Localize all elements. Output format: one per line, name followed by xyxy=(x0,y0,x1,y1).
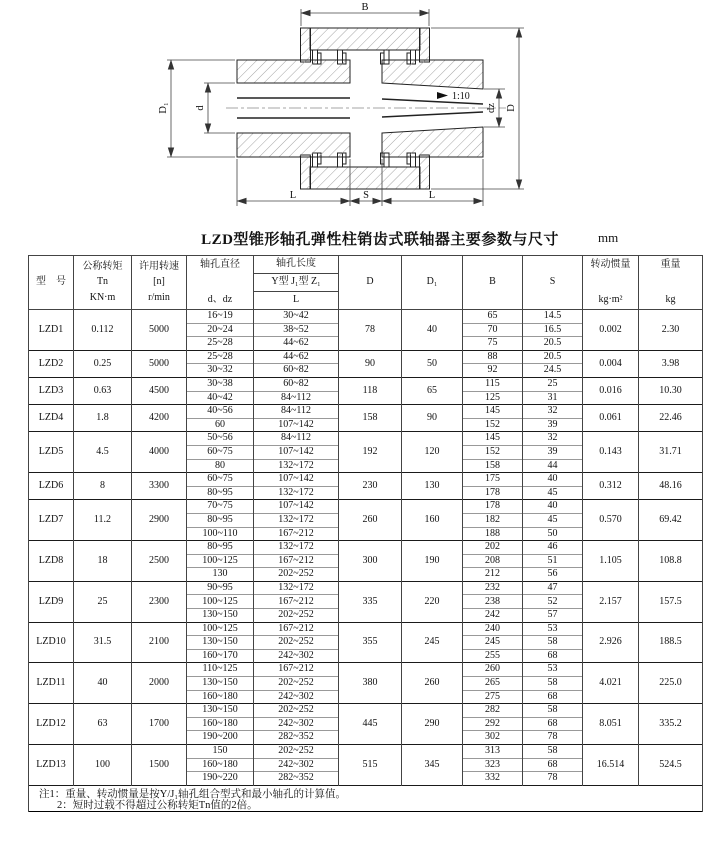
cell-L: 107~142 xyxy=(254,500,339,514)
cell-d: 90~95 xyxy=(187,581,254,595)
cell-d: 190~200 xyxy=(187,731,254,745)
cell-d: 100~110 xyxy=(187,527,254,541)
page-title: LZD型锥形轴孔弹性柱销齿式联轴器主要参数与尺寸 xyxy=(201,232,559,248)
cell-B: 282 xyxy=(463,704,523,718)
cell-n: 4500 xyxy=(132,377,187,404)
cell-L: 84~112 xyxy=(254,391,339,405)
cell-B: 182 xyxy=(463,513,523,527)
cell-B: 302 xyxy=(463,731,523,745)
table-header xyxy=(29,256,703,310)
cell-S: 78 xyxy=(523,731,583,745)
cell-weight: 69.42 xyxy=(639,500,703,541)
dim-label-dz: dz xyxy=(486,103,497,113)
cell-d: 30~32 xyxy=(187,364,254,378)
cell-model: LZD4 xyxy=(29,405,74,432)
cell-tn: 40 xyxy=(74,663,132,704)
col-header-length-types: Y型 J₁型 Z₁ xyxy=(254,274,339,292)
cell-weight: 335.2 xyxy=(639,704,703,745)
cell-B: 88 xyxy=(463,350,523,364)
cell-n: 2500 xyxy=(132,541,187,582)
cell-B: 212 xyxy=(463,568,523,582)
cell-d: 190~220 xyxy=(187,772,254,786)
cell-d: 60~75 xyxy=(187,445,254,459)
cell-L: 282~352 xyxy=(254,731,339,745)
cell-S: 68 xyxy=(523,649,583,663)
cell-model: LZD3 xyxy=(29,377,74,404)
cell-S: 24.5 xyxy=(523,364,583,378)
cell-d: 110~125 xyxy=(187,663,254,677)
cell-B: 292 xyxy=(463,717,523,731)
cell-L: 167~212 xyxy=(254,527,339,541)
hub-right xyxy=(382,60,483,157)
cell-B: 115 xyxy=(463,377,523,391)
cell-L: 60~82 xyxy=(254,377,339,391)
cell-B: 175 xyxy=(463,473,523,487)
col-header-length-L: L xyxy=(254,292,339,310)
dim-label-L-left: L xyxy=(289,190,297,201)
cell-S: 52 xyxy=(523,595,583,609)
cell-d: 130~150 xyxy=(187,636,254,650)
cell-L: 202~252 xyxy=(254,745,339,759)
notes-row xyxy=(29,785,703,811)
cell-d: 130~150 xyxy=(187,704,254,718)
cell-S: 78 xyxy=(523,772,583,786)
col-header-D1: D₁ xyxy=(402,256,463,310)
table-row xyxy=(29,405,703,419)
cell-B: 178 xyxy=(463,486,523,500)
parameters-table xyxy=(28,255,703,812)
cell-L: 84~112 xyxy=(254,405,339,419)
cell-B: 125 xyxy=(463,391,523,405)
cell-n: 2900 xyxy=(132,500,187,541)
cell-L: 202~252 xyxy=(254,568,339,582)
cell-B: 158 xyxy=(463,459,523,473)
cell-tn: 1.8 xyxy=(74,405,132,432)
cell-D1: 40 xyxy=(402,310,463,351)
cell-n: 2100 xyxy=(132,622,187,663)
col-header-bore-diameter: 轴孔直径 d、dz xyxy=(187,256,254,310)
sleeve-top xyxy=(301,28,430,64)
cell-d: 40~42 xyxy=(187,391,254,405)
table-row xyxy=(29,432,703,446)
dim-label-d: d xyxy=(195,105,206,111)
table-row xyxy=(29,310,703,324)
cell-L: 242~302 xyxy=(254,758,339,772)
col-header-torque: 公称转矩 Tn KN·m xyxy=(74,256,132,310)
cell-d: 160~180 xyxy=(187,717,254,731)
col-header-inertia: 转动惯量 kg·m² xyxy=(583,256,639,310)
cell-weight: 3.98 xyxy=(639,350,703,377)
cell-D1: 345 xyxy=(402,745,463,786)
cell-d: 100~125 xyxy=(187,622,254,636)
cell-L: 282~352 xyxy=(254,772,339,786)
cell-inertia: 0.570 xyxy=(583,500,639,541)
cell-B: 265 xyxy=(463,677,523,691)
table-row xyxy=(29,473,703,487)
cell-L: 132~172 xyxy=(254,513,339,527)
cell-d: 160~170 xyxy=(187,649,254,663)
cell-S: 20.5 xyxy=(523,350,583,364)
cell-d: 30~38 xyxy=(187,377,254,391)
cell-D: 260 xyxy=(339,500,402,541)
cell-B: 255 xyxy=(463,649,523,663)
cell-D: 300 xyxy=(339,541,402,582)
cell-inertia: 4.021 xyxy=(583,663,639,704)
cell-L: 202~252 xyxy=(254,704,339,718)
table-row xyxy=(29,541,703,555)
note-2: 2：短时过载不得超过公称转矩Tn值的2倍。 xyxy=(57,799,258,811)
cell-d: 80~95 xyxy=(187,513,254,527)
taper-arrow-icon xyxy=(437,92,448,99)
cell-D: 158 xyxy=(339,405,402,432)
cell-inertia: 16.514 xyxy=(583,745,639,786)
cell-inertia: 0.002 xyxy=(583,310,639,351)
cell-d: 100~125 xyxy=(187,554,254,568)
cell-D1: 90 xyxy=(402,405,463,432)
cell-B: 232 xyxy=(463,581,523,595)
cell-B: 238 xyxy=(463,595,523,609)
cell-D1: 130 xyxy=(402,473,463,500)
cell-L: 132~172 xyxy=(254,459,339,473)
cell-S: 53 xyxy=(523,663,583,677)
table-row xyxy=(29,663,703,677)
cell-model: LZD2 xyxy=(29,350,74,377)
cell-L: 132~172 xyxy=(254,581,339,595)
col-header-bore-length: 轴孔长度 xyxy=(254,256,339,274)
cell-D: 90 xyxy=(339,350,402,377)
cell-n: 5000 xyxy=(132,310,187,351)
hub-left xyxy=(237,60,350,157)
cell-d: 80 xyxy=(187,459,254,473)
cell-tn: 0.25 xyxy=(74,350,132,377)
cell-tn: 0.112 xyxy=(74,310,132,351)
cell-S: 51 xyxy=(523,554,583,568)
cell-D: 118 xyxy=(339,377,402,404)
cell-S: 58 xyxy=(523,636,583,650)
cell-S: 68 xyxy=(523,717,583,731)
cell-S: 68 xyxy=(523,758,583,772)
cell-L: 167~212 xyxy=(254,622,339,636)
cell-inertia: 0.061 xyxy=(583,405,639,432)
cell-L: 84~112 xyxy=(254,432,339,446)
cell-B: 152 xyxy=(463,445,523,459)
cell-B: 152 xyxy=(463,418,523,432)
cell-L: 167~212 xyxy=(254,595,339,609)
cell-B: 313 xyxy=(463,745,523,759)
cell-d: 130~150 xyxy=(187,677,254,691)
cell-D: 192 xyxy=(339,432,402,473)
cell-inertia: 2.926 xyxy=(583,622,639,663)
cell-B: 260 xyxy=(463,663,523,677)
cell-L: 60~82 xyxy=(254,364,339,378)
cell-d: 100~125 xyxy=(187,595,254,609)
cell-model: LZD13 xyxy=(29,745,74,786)
cell-B: 275 xyxy=(463,690,523,704)
cell-B: 145 xyxy=(463,405,523,419)
cell-S: 58 xyxy=(523,745,583,759)
cell-L: 30~42 xyxy=(254,310,339,324)
cell-inertia: 0.143 xyxy=(583,432,639,473)
cell-d: 130~150 xyxy=(187,609,254,623)
cell-L: 167~212 xyxy=(254,554,339,568)
cell-D: 230 xyxy=(339,473,402,500)
cell-n: 4200 xyxy=(132,405,187,432)
cell-d: 40~56 xyxy=(187,405,254,419)
cell-B: 75 xyxy=(463,337,523,351)
cell-S: 44 xyxy=(523,459,583,473)
cell-inertia: 8.051 xyxy=(583,704,639,745)
cell-tn: 8 xyxy=(74,473,132,500)
cell-S: 16.5 xyxy=(523,323,583,337)
table-row xyxy=(29,581,703,595)
cell-B: 240 xyxy=(463,622,523,636)
table-row xyxy=(29,500,703,514)
cell-S: 45 xyxy=(523,513,583,527)
cell-d: 25~28 xyxy=(187,350,254,364)
cell-L: 132~172 xyxy=(254,486,339,500)
table-row xyxy=(29,745,703,759)
cell-model: LZD10 xyxy=(29,622,74,663)
cell-D1: 220 xyxy=(402,581,463,622)
cell-S: 25 xyxy=(523,377,583,391)
table-row xyxy=(29,350,703,364)
cell-L: 242~302 xyxy=(254,717,339,731)
cell-B: 323 xyxy=(463,758,523,772)
table-row xyxy=(29,704,703,718)
sleeve-bottom xyxy=(301,153,430,189)
cell-weight: 22.46 xyxy=(639,405,703,432)
table-body xyxy=(29,310,703,812)
cell-B: 242 xyxy=(463,609,523,623)
cell-n: 3300 xyxy=(132,473,187,500)
cell-n: 1500 xyxy=(132,745,187,786)
cell-model: LZD12 xyxy=(29,704,74,745)
note-1: 注1：重量、转动惯量是按Y/J₁轴孔组合型式和最小轴孔的计算值。 xyxy=(39,788,346,800)
cell-n: 2300 xyxy=(132,581,187,622)
cell-S: 39 xyxy=(523,445,583,459)
cell-S: 47 xyxy=(523,581,583,595)
taper-label: 1:10 xyxy=(452,91,470,102)
col-header-model: 型 号 xyxy=(29,256,74,310)
cell-S: 32 xyxy=(523,405,583,419)
cell-model: LZD5 xyxy=(29,432,74,473)
cell-inertia: 2.157 xyxy=(583,581,639,622)
cell-model: LZD8 xyxy=(29,541,74,582)
cell-S: 53 xyxy=(523,622,583,636)
cell-B: 92 xyxy=(463,364,523,378)
cell-D1: 65 xyxy=(402,377,463,404)
cell-d: 160~180 xyxy=(187,690,254,704)
cell-L: 242~302 xyxy=(254,649,339,663)
cell-S: 46 xyxy=(523,541,583,555)
cell-B: 245 xyxy=(463,636,523,650)
cell-B: 188 xyxy=(463,527,523,541)
cell-S: 58 xyxy=(523,704,583,718)
cell-d: 80~95 xyxy=(187,541,254,555)
dim-label-L-right: L xyxy=(428,190,436,201)
cell-weight: 2.30 xyxy=(639,310,703,351)
cell-L: 44~62 xyxy=(254,337,339,351)
cell-D: 445 xyxy=(339,704,402,745)
col-header-speed: 许用转速 [n] r/min xyxy=(132,256,187,310)
cell-n: 5000 xyxy=(132,350,187,377)
cell-S: 39 xyxy=(523,418,583,432)
title-row xyxy=(0,228,725,250)
cell-d: 16~19 xyxy=(187,310,254,324)
cell-model: LZD11 xyxy=(29,663,74,704)
taper-annotation xyxy=(437,91,470,102)
dim-label-B: B xyxy=(361,2,369,13)
cell-weight: 108.8 xyxy=(639,541,703,582)
cell-L: 107~142 xyxy=(254,473,339,487)
cell-tn: 18 xyxy=(74,541,132,582)
cell-D1: 160 xyxy=(402,500,463,541)
cell-S: 31 xyxy=(523,391,583,405)
cell-d: 60~75 xyxy=(187,473,254,487)
cell-B: 332 xyxy=(463,772,523,786)
cell-tn: 25 xyxy=(74,581,132,622)
cell-S: 56 xyxy=(523,568,583,582)
cell-d: 50~56 xyxy=(187,432,254,446)
table-row xyxy=(29,377,703,391)
cell-L: 242~302 xyxy=(254,690,339,704)
cell-weight: 157.5 xyxy=(639,581,703,622)
dim-label-S: S xyxy=(363,190,369,201)
cell-S: 32 xyxy=(523,432,583,446)
cell-inertia: 0.004 xyxy=(583,350,639,377)
cell-inertia: 1.105 xyxy=(583,541,639,582)
cell-d: 130 xyxy=(187,568,254,582)
col-header-S: S xyxy=(523,256,583,310)
cell-tn: 63 xyxy=(74,704,132,745)
cell-weight: 188.5 xyxy=(639,622,703,663)
cell-D: 335 xyxy=(339,581,402,622)
cell-inertia: 0.016 xyxy=(583,377,639,404)
cell-n: 2000 xyxy=(132,663,187,704)
cell-S: 58 xyxy=(523,677,583,691)
cell-S: 68 xyxy=(523,690,583,704)
cell-S: 14.5 xyxy=(523,310,583,324)
dim-label-D: D xyxy=(506,104,517,112)
cell-weight: 524.5 xyxy=(639,745,703,786)
cell-B: 70 xyxy=(463,323,523,337)
cell-B: 178 xyxy=(463,500,523,514)
cell-d: 60 xyxy=(187,418,254,432)
cell-tn: 4.5 xyxy=(74,432,132,473)
cell-D: 78 xyxy=(339,310,402,351)
cell-L: 107~142 xyxy=(254,445,339,459)
cell-weight: 48.16 xyxy=(639,473,703,500)
cell-weight: 31.71 xyxy=(639,432,703,473)
cell-tn: 31.5 xyxy=(74,622,132,663)
cell-model: LZD6 xyxy=(29,473,74,500)
cell-L: 167~212 xyxy=(254,663,339,677)
cell-d: 160~180 xyxy=(187,758,254,772)
cell-L: 132~172 xyxy=(254,541,339,555)
cell-weight: 10.30 xyxy=(639,377,703,404)
cell-D1: 290 xyxy=(402,704,463,745)
col-header-D: D xyxy=(339,256,402,310)
cell-B: 208 xyxy=(463,554,523,568)
cell-S: 45 xyxy=(523,486,583,500)
cell-n: 1700 xyxy=(132,704,187,745)
cell-D1: 260 xyxy=(402,663,463,704)
cell-S: 50 xyxy=(523,527,583,541)
cell-weight: 225.0 xyxy=(639,663,703,704)
cell-d: 150 xyxy=(187,745,254,759)
notes-cell xyxy=(29,785,703,811)
cell-d: 20~24 xyxy=(187,323,254,337)
cell-model: LZD9 xyxy=(29,581,74,622)
cell-tn: 11.2 xyxy=(74,500,132,541)
cell-d: 80~95 xyxy=(187,486,254,500)
cell-D1: 190 xyxy=(402,541,463,582)
dim-label-D1: D₁ xyxy=(158,102,169,114)
cell-S: 57 xyxy=(523,609,583,623)
cell-D1: 120 xyxy=(402,432,463,473)
cell-S: 40 xyxy=(523,473,583,487)
cell-L: 107~142 xyxy=(254,418,339,432)
table-row xyxy=(29,622,703,636)
cell-model: LZD7 xyxy=(29,500,74,541)
cell-D: 515 xyxy=(339,745,402,786)
cell-S: 20.5 xyxy=(523,337,583,351)
cell-S: 40 xyxy=(523,500,583,514)
col-header-B: B xyxy=(463,256,523,310)
cell-D: 380 xyxy=(339,663,402,704)
cell-D1: 50 xyxy=(402,350,463,377)
cell-inertia: 0.312 xyxy=(583,473,639,500)
cell-B: 65 xyxy=(463,310,523,324)
cell-D1: 245 xyxy=(402,622,463,663)
unit-label: mm xyxy=(598,230,619,245)
col-header-weight: 重量 kg xyxy=(639,256,703,310)
cell-L: 202~252 xyxy=(254,677,339,691)
cell-D: 355 xyxy=(339,622,402,663)
cell-L: 38~52 xyxy=(254,323,339,337)
cell-tn: 0.63 xyxy=(74,377,132,404)
coupling-drawing xyxy=(0,0,725,225)
cell-d: 25~28 xyxy=(187,337,254,351)
cell-d: 70~75 xyxy=(187,500,254,514)
cell-L: 202~252 xyxy=(254,636,339,650)
cell-B: 145 xyxy=(463,432,523,446)
cell-model: LZD1 xyxy=(29,310,74,351)
cell-L: 44~62 xyxy=(254,350,339,364)
cell-B: 202 xyxy=(463,541,523,555)
cell-tn: 100 xyxy=(74,745,132,786)
cell-n: 4000 xyxy=(132,432,187,473)
cell-L: 202~252 xyxy=(254,609,339,623)
